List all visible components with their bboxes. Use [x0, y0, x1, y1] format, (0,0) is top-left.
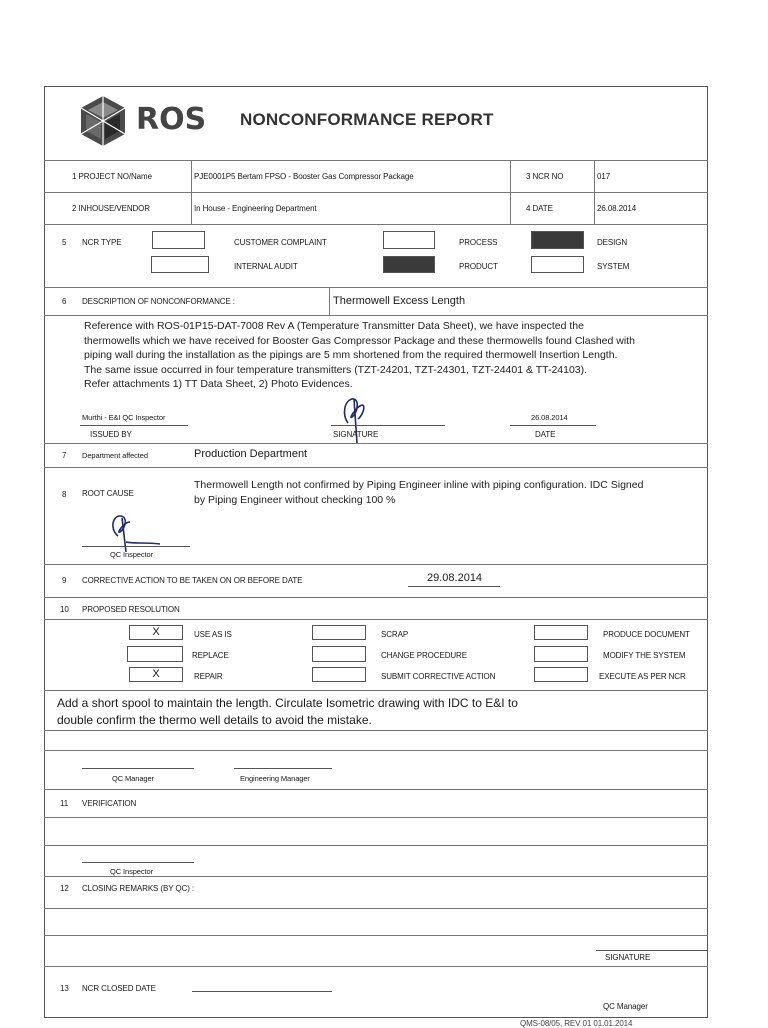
description-line: Refer attachments 1) TT Data Sheet, 2) Photo Evidences.: [84, 378, 353, 391]
repair-checkbox[interactable]: X: [129, 667, 183, 682]
description-line: piping wall during the installation as the pipings are 5 mm shortened from the required thermowell Insertion Length.: [84, 349, 618, 362]
department-label: Department affected: [82, 451, 148, 460]
description-line: thermowells which we have received for Booster Gas Compressor Package and these thermowells found Clashed with: [84, 334, 635, 347]
description-text: [84, 319, 706, 392]
corrective-num: 9: [62, 576, 67, 585]
replace-label: REPLACE: [192, 651, 229, 660]
inhouse-label: 2 INHOUSE/VENDOR: [72, 204, 150, 213]
internal-audit-checkbox[interactable]: [151, 256, 209, 273]
description-title: Thermowell Excess Length: [333, 295, 466, 307]
description-line: Reference with ROS-01P15-DAT-7008 Rev A (Temperature Transmitter Data Sheet), we have inspected the: [84, 320, 584, 332]
resolution-line: Add a short spool to maintain the length. Circulate Isometric drawing with IDC to E&I to: [57, 696, 518, 710]
replace-checkbox[interactable]: [127, 646, 183, 662]
change-procedure-label: CHANGE PROCEDURE: [381, 651, 467, 660]
issued-date: 26.08.2014: [531, 413, 568, 422]
system-checkbox[interactable]: [531, 256, 584, 273]
project-value: PJE0001P5 Bertam FPSO - Booster Gas Compressor Package: [194, 172, 414, 181]
execute-ncr-checkbox[interactable]: [534, 667, 588, 682]
issuer-name: Murthi - E&I QC Inspector: [82, 413, 166, 422]
submit-corrective-label: SUBMIT CORRECTIVE ACTION: [381, 672, 496, 681]
root-cause-line: Thermowell Length not confirmed by Piping Engineer inline with piping configuration. IDC Signed: [194, 479, 644, 491]
scrap-label: SCRAP: [381, 630, 409, 639]
closing-signature-label: SIGNATURE: [605, 953, 651, 962]
inhouse-value: In House - Engineering Department: [194, 204, 317, 213]
department-value: Production Department: [194, 448, 308, 460]
process-label: PROCESS: [459, 238, 498, 247]
resolution-label: PROPOSED RESOLUTION: [82, 605, 180, 614]
verification-qc-inspector: QC Inspector: [110, 867, 153, 876]
description-label: DESCRIPTION OF NONCONFORMANCE :: [82, 297, 235, 306]
description-num: 6: [62, 297, 67, 306]
process-checkbox[interactable]: [383, 231, 435, 249]
submit-corrective-checkbox[interactable]: [312, 667, 366, 682]
date-value: 26.08.2014: [597, 204, 637, 213]
issued-by-label: ISSUED BY: [90, 430, 132, 439]
date-label: 4 DATE: [526, 204, 553, 213]
use-as-is-label: USE AS IS: [194, 630, 232, 639]
closed-num: 13: [60, 984, 69, 993]
modify-system-checkbox[interactable]: [534, 646, 588, 662]
closed-qc-manager: QC Manager: [603, 1002, 648, 1011]
product-label: PRODUCT: [459, 262, 498, 271]
footer-code: QMS-08/05, REV 01 01.01.2014: [520, 1019, 633, 1028]
design-label: DESIGN: [597, 238, 628, 247]
change-procedure-checkbox[interactable]: [312, 646, 366, 662]
engineering-manager-label: Engineering Manager: [240, 774, 310, 783]
root-cause-qc-inspector: QC Inspector: [110, 550, 153, 559]
internal-audit-label: INTERNAL AUDIT: [234, 262, 298, 271]
customer-complaint-label: CUSTOMER COMPLAINT: [234, 238, 327, 247]
verification-num: 11: [60, 799, 69, 808]
closed-label: NCR CLOSED DATE: [82, 984, 156, 993]
system-label: SYSTEM: [597, 262, 630, 271]
closing-label: CLOSING REMARKS (BY QC) :: [82, 884, 195, 893]
ncr-type-label: NCR TYPE: [82, 238, 122, 247]
repair-label: REPAIR: [194, 672, 223, 681]
resolution-num: 10: [60, 605, 69, 614]
verification-label: VERIFICATION: [82, 799, 137, 808]
date-sign-label: DATE: [535, 430, 556, 439]
resolution-text: [57, 695, 697, 729]
customer-complaint-checkbox[interactable]: [152, 231, 205, 249]
root-cause-num: 8: [62, 490, 67, 499]
page-title: NONCONFORMANCE REPORT: [240, 110, 494, 129]
logo-text: ROS: [136, 102, 207, 137]
root-cause-label: ROOT CAUSE: [82, 489, 134, 498]
qc-manager-label: QC Manager: [112, 774, 154, 783]
department-num: 7: [62, 451, 67, 460]
design-checkbox[interactable]: [531, 231, 584, 249]
product-checkbox[interactable]: [383, 256, 435, 273]
ros-logo-icon: [76, 94, 130, 148]
corrective-date: 29.08.2014: [427, 572, 483, 584]
modify-system-label: MODIFY THE SYSTEM: [603, 651, 686, 660]
execute-ncr-label: EXECUTE AS PER NCR: [599, 672, 686, 681]
use-as-is-checkbox[interactable]: X: [129, 625, 183, 640]
closing-num: 12: [60, 884, 69, 893]
root-cause-text: [194, 478, 706, 507]
produce-document-label: PRODUCE DOCUMENT: [603, 630, 690, 639]
description-line: The same issue occurred in four temperature transmitters (TZT-24201, TZT-24301, TZT-24401 & TT-24103).: [84, 363, 588, 376]
ncr-no-value: 017: [597, 172, 611, 181]
root-cause-line: by Piping Engineer without checking 100 %: [194, 493, 396, 506]
produce-document-checkbox[interactable]: [534, 625, 588, 640]
corrective-label: CORRECTIVE ACTION TO BE TAKEN ON OR BEFORE DATE: [82, 576, 303, 585]
ncr-no-label: 3 NCR NO: [526, 172, 564, 181]
ncr-type-num: 5: [62, 238, 67, 247]
scrap-checkbox[interactable]: [312, 625, 366, 640]
signature-label: SIGNATURE: [333, 430, 379, 439]
resolution-line: double confirm the thermo well details to avoid the mistake.: [57, 713, 372, 727]
project-label: 1 PROJECT NO/Name: [72, 172, 152, 181]
